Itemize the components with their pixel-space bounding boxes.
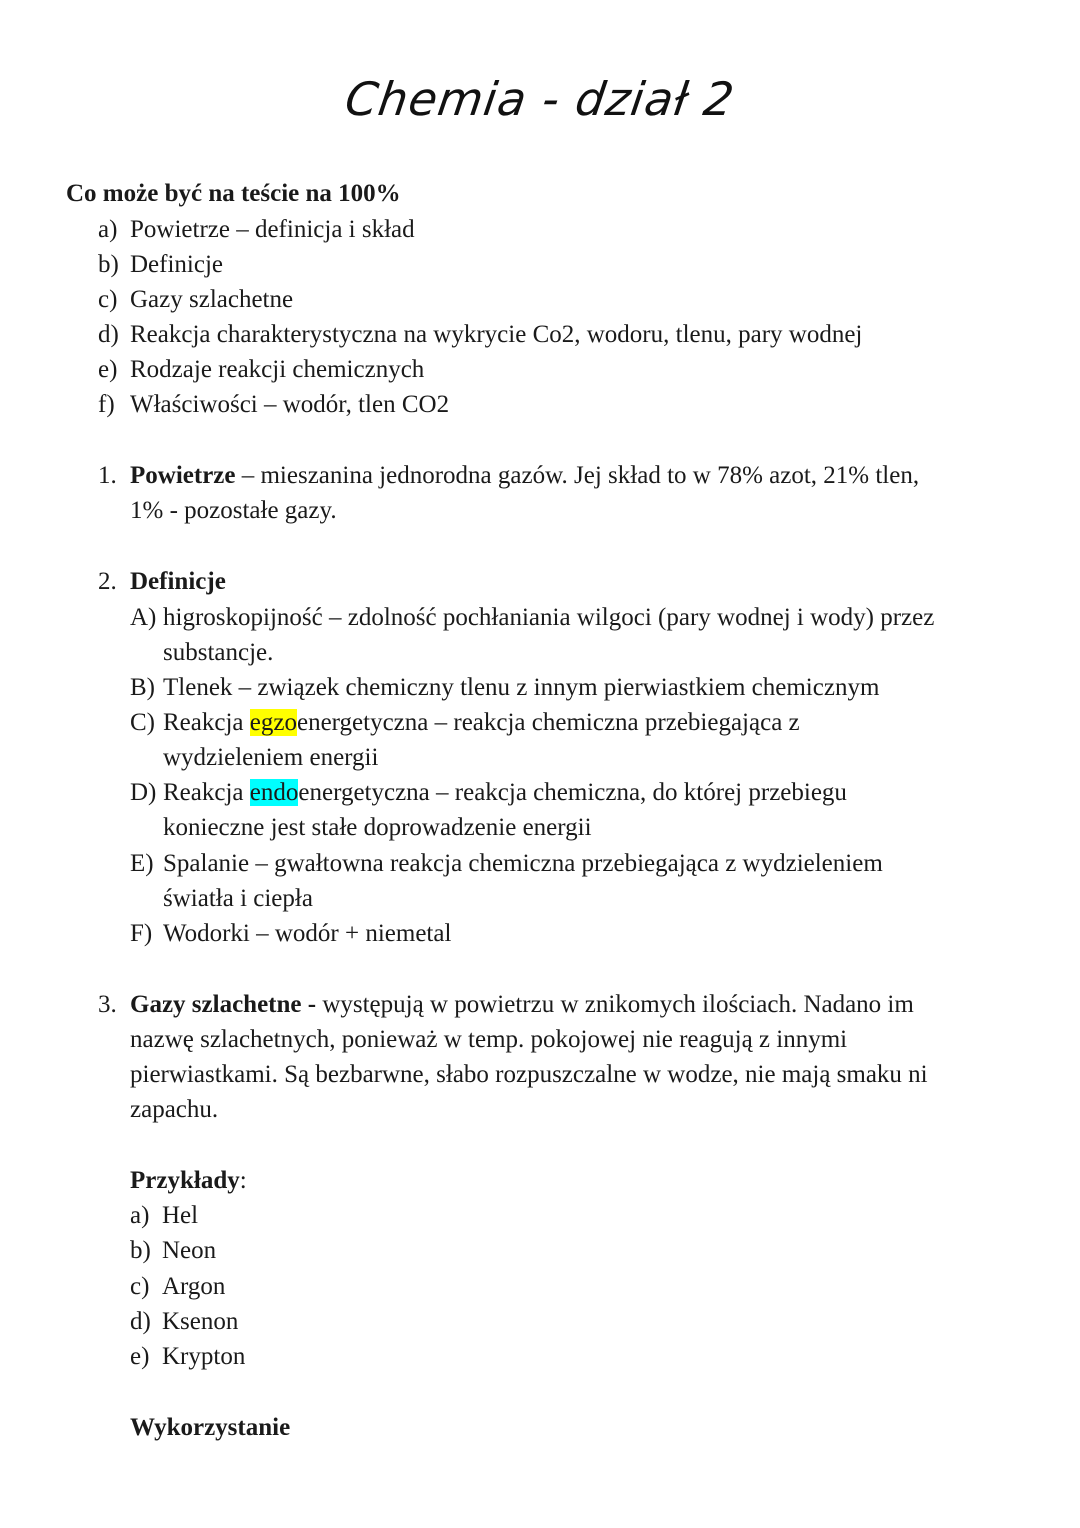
usage-heading: Wykorzystanie <box>130 1414 291 1441</box>
example-item: d) Ksenon <box>130 1308 239 1335</box>
section-text: nazwę szlachetnych, ponieważ w temp. pokojowej nie reagują z innymi <box>130 1026 848 1053</box>
definition-text: substancje. <box>163 639 274 666</box>
highlight-endo: endo <box>249 779 299 806</box>
intro-item: b) Definicje <box>98 251 224 278</box>
intro-item: d) Reakcja charakterystyczna na wykrycie Co2, wodoru, tlenu, pary wodnej <box>98 321 863 348</box>
definition-item: D) Reakcja endoenergetyczna – reakcja chemiczna, do której przebiegu <box>130 779 847 806</box>
section-heading: Gazy szlachetne - <box>130 991 323 1018</box>
definition-text: wydzieleniem energii <box>163 744 379 771</box>
intro-heading: Co może być na teście na 100% <box>66 180 401 207</box>
page-title: Chemia - dział 2 <box>341 72 739 126</box>
intro-item: a) Powietrze – definicja i skład <box>98 216 415 243</box>
section-text: pierwiastkami. Są bezbarwne, słabo rozpuszczalne w wodze, nie mają smaku ni <box>130 1061 928 1088</box>
examples-heading: Przykłady: <box>130 1167 247 1194</box>
definition-item: C) Reakcja egzoenergetyczna – reakcja chemiczna przebiegająca z <box>130 709 800 736</box>
definition-text: konieczne jest stałe doprowadzenie energii <box>163 814 592 841</box>
definition-text: światła i ciepła <box>163 885 313 912</box>
definition-item: F) Wodorki – wodór + niemetal <box>130 920 452 947</box>
section-heading: Powietrze <box>130 462 236 489</box>
example-item: a) Hel <box>130 1202 199 1229</box>
section-definicje: 2. Definicje <box>98 568 226 595</box>
example-item: e) Krypton <box>130 1343 246 1370</box>
example-item: c) Argon <box>130 1273 226 1300</box>
definition-item: E) Spalanie – gwałtowna reakcja chemiczna przebiegająca z wydzieleniem <box>130 850 883 877</box>
section-text: 1% - pozostałe gazy. <box>130 497 337 524</box>
highlight-egzo: egzo <box>249 709 297 736</box>
definition-item: A) higroskopijność – zdolność pochłaniania wilgoci (pary wodnej i wody) przez <box>130 604 935 631</box>
intro-item: c) Gazy szlachetne <box>98 286 294 313</box>
definition-item: B) Tlenek – związek chemiczny tlenu z innym pierwiastkiem chemicznym <box>130 674 880 701</box>
intro-item: f) Właściwości – wodór, tlen CO2 <box>98 391 450 418</box>
section-heading: Definicje <box>130 568 226 595</box>
section-gazy-szlachetne: 3. Gazy szlachetne - występują w powietrzu w znikomych ilościach. Nadano im <box>98 991 914 1018</box>
section-text: zapachu. <box>130 1096 219 1123</box>
example-item: b) Neon <box>130 1237 217 1264</box>
intro-item: e) Rodzaje reakcji chemicznych <box>98 356 425 383</box>
section-powietrze: 1. Powietrze – mieszanina jednorodna gazów. Jej skład to w 78% azot, 21% tlen, <box>98 462 920 489</box>
